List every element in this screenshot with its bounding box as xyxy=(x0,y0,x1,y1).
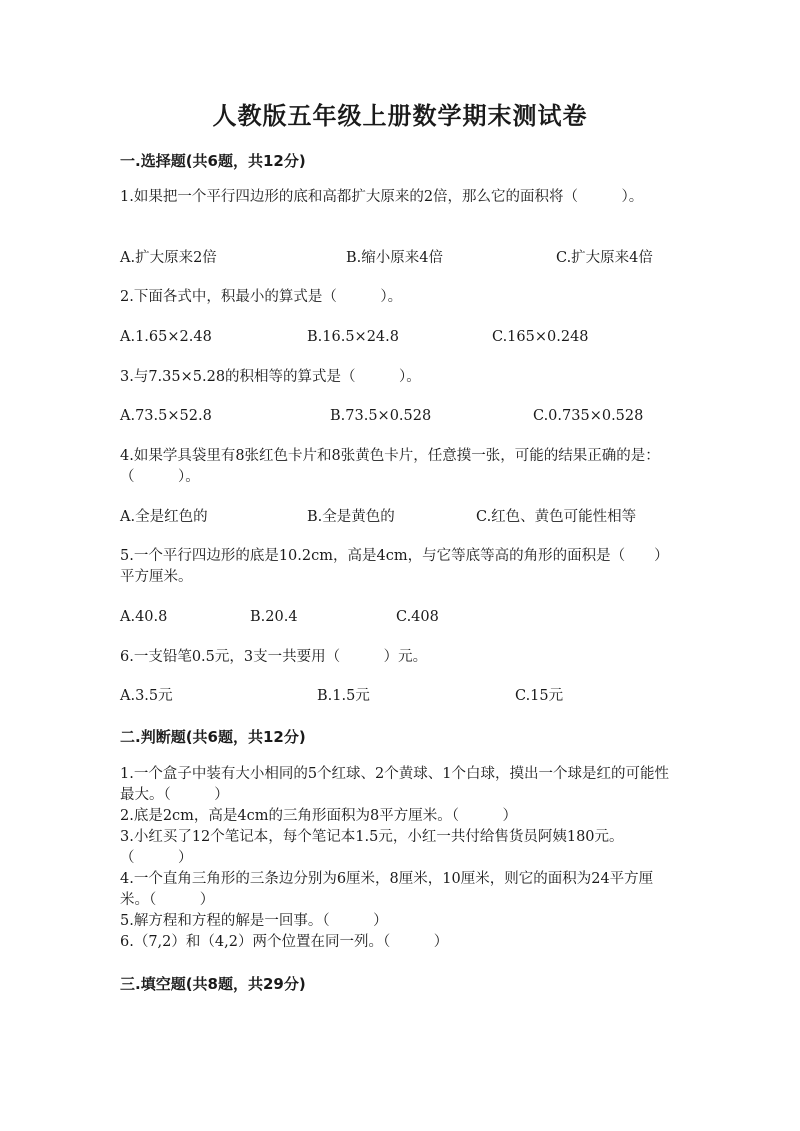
choice-1-option-b: B.缩小原来4倍 xyxy=(346,250,443,266)
section-heading-fill-blank: 三.填空题(共8题，共29分) xyxy=(120,975,306,993)
choice-5-option-c: C.408 xyxy=(396,609,439,625)
true-false-item-5: 5.解方程和方程的解是一回事。（ ） xyxy=(120,913,388,929)
choice-1-option-c: C.扩大原来4倍 xyxy=(556,250,653,266)
choice-2-option-c: C.165×0.248 xyxy=(492,329,589,345)
choice-3-option-b: B.73.5×0.528 xyxy=(330,408,432,424)
choice-question-2: 2.下面各式中，积最小的算式是（ ）。 xyxy=(120,289,403,305)
page-title: 人教版五年级上册数学期末测试卷 xyxy=(212,102,588,130)
choice-question-4: 4.如果学具袋里有8张红色卡片和8张黄色卡片，任意摸一张，可能的结果正确的是：（ ）。 xyxy=(120,448,660,485)
choice-question-5: 5.一个平行四边形的底是10.2cm，高是4cm，与它等底等高的角形的面积是（ ）平方厘米。 xyxy=(120,548,669,585)
choice-4-option-c: C.红色、黄色可能性相等 xyxy=(476,509,637,525)
choice-6-option-a: A.3.5元 xyxy=(120,688,173,704)
choice-2-option-a: A.1.65×2.48 xyxy=(120,329,212,345)
choice-1-option-a: A.扩大原来2倍 xyxy=(120,250,217,266)
choice-4-option-b: B.全是黄色的 xyxy=(307,509,395,525)
choice-question-6: 6.一支铅笔0.5元，3支一共要用（ ）元。 xyxy=(120,649,428,665)
true-false-item-3: 3.小红买了12个笔记本，每个笔记本1.5元，小红一共付给售货员阿姨180元。（ ） xyxy=(120,829,624,866)
choice-5-option-b: B.20.4 xyxy=(250,609,298,625)
choice-6-option-c: C.15元 xyxy=(515,688,564,704)
choice-2-option-b: B.16.5×24.8 xyxy=(307,329,399,345)
true-false-item-1: 1.一个盒子中装有大小相同的5个红球、2个黄球、1个白球，摸出一个球是红的可能性最大。（ ） xyxy=(120,766,670,803)
choice-question-1: 1.如果把一个平行四边形的底和高都扩大原来的2倍，那么它的面积将（ ）。 xyxy=(120,189,644,205)
section-heading-choice: 一.选择题(共6题，共12分) xyxy=(120,152,306,170)
choice-3-option-a: A.73.5×52.8 xyxy=(120,408,212,424)
section-heading-true-false: 二.判断题(共6题，共12分) xyxy=(120,728,306,746)
true-false-item-2: 2.底是2cm，高是4cm的三角形面积为8平方厘米。（ ） xyxy=(120,808,517,824)
choice-3-option-c: C.0.735×0.528 xyxy=(533,408,644,424)
choice-6-option-b: B.1.5元 xyxy=(317,688,370,704)
choice-question-3: 3.与7.35×5.28的积相等的算式是（ ）。 xyxy=(120,369,421,385)
true-false-item-4: 4.一个直角三角形的三条边分别为6厘米，8厘米，10厘米，则它的面积为24平方厘米。（ ） xyxy=(120,871,654,908)
choice-4-option-a: A.全是红色的 xyxy=(120,509,208,525)
choice-5-option-a: A.40.8 xyxy=(120,609,168,625)
true-false-item-6: 6.（7,2）和（4,2）两个位置在同一列。（ ） xyxy=(120,934,449,950)
